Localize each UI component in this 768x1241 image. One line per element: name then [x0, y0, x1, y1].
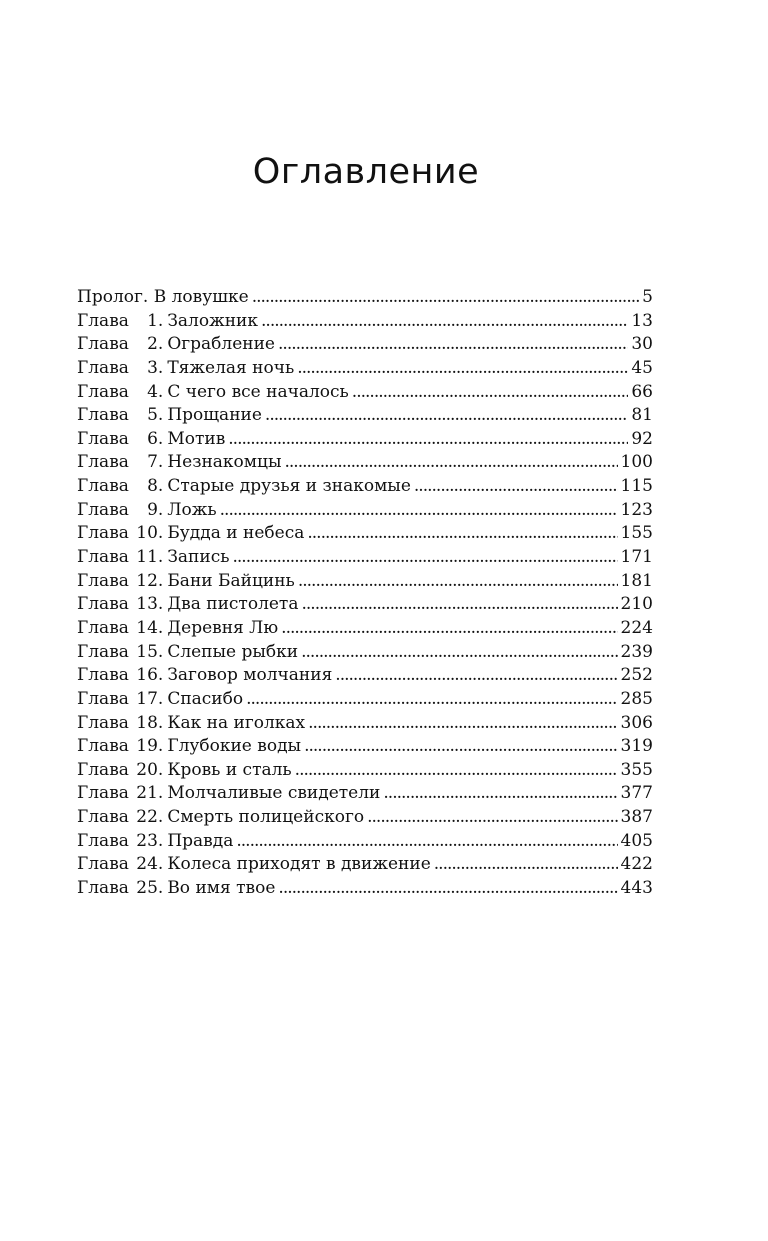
toc-entry-label — [77, 759, 292, 783]
chapter-word: Глава — [77, 712, 129, 733]
number-separator: . — [157, 499, 164, 520]
toc-entry — [77, 310, 653, 334]
dot-leader — [228, 428, 628, 452]
dot-leader — [301, 593, 617, 617]
toc-entry — [77, 357, 653, 381]
toc-page-number: 45 — [631, 357, 653, 378]
chapter-title: Правда — [167, 830, 234, 851]
chapter-word: Глава — [77, 665, 129, 686]
chapter-number: 9 — [147, 499, 158, 520]
toc-entry — [77, 546, 653, 570]
chapter-word: Глава — [77, 807, 129, 828]
chapter-title: Будда и небеса — [167, 523, 305, 544]
chapter-number: 7 — [147, 452, 158, 473]
chapter-number: 14 — [136, 617, 158, 638]
dot-leader — [297, 357, 628, 381]
toc-entry-label — [77, 782, 380, 806]
chapter-title: Спасибо — [167, 688, 244, 709]
chapter-word: Глава — [77, 523, 129, 544]
dot-leader — [278, 333, 628, 357]
chapter-number: 4 — [147, 381, 158, 402]
dot-leader — [236, 830, 617, 854]
dot-leader — [281, 617, 617, 641]
chapter-word: Глава — [77, 641, 129, 662]
chapter-word: Глава — [77, 594, 129, 615]
toc-entry-label — [77, 641, 298, 665]
chapter-number: 11 — [136, 547, 158, 568]
chapter-number: 24 — [136, 854, 158, 875]
number-separator: . — [157, 405, 164, 426]
toc-entry-label — [77, 688, 243, 712]
chapter-number: 19 — [136, 736, 158, 757]
number-separator: . — [157, 452, 164, 473]
number-separator: . — [157, 854, 164, 875]
chapter-number: 15 — [136, 641, 158, 662]
toc-entry-label — [77, 522, 304, 546]
chapter-word: Глава — [77, 499, 129, 520]
dot-leader — [383, 782, 617, 806]
number-separator: . — [157, 570, 164, 591]
toc-entry-label — [77, 428, 225, 452]
chapter-number: 1 — [147, 310, 158, 331]
number-separator: . — [157, 665, 164, 686]
chapter-title: Старые друзья и знакомые — [167, 476, 411, 497]
number-separator: . — [157, 428, 164, 449]
chapter-number: 13 — [136, 594, 158, 615]
toc-page-number: 30 — [631, 334, 653, 355]
toc-entry-label — [77, 617, 278, 641]
chapter-word: Глава — [77, 310, 129, 331]
number-separator: . — [157, 310, 164, 331]
dot-leader — [252, 286, 639, 310]
number-separator: . — [157, 783, 164, 804]
toc-entry — [77, 499, 653, 523]
chapter-number: 20 — [136, 759, 158, 780]
toc-page-number: 181 — [620, 570, 653, 591]
chapter-title: Слепые рыбки — [167, 641, 299, 662]
chapter-word: Глава — [77, 405, 129, 426]
toc-entry — [77, 593, 653, 617]
toc-page-number: 306 — [620, 712, 653, 733]
chapter-title: Колеса приходят в движение — [167, 854, 431, 875]
toc-entry — [77, 664, 653, 688]
chapter-number: 23 — [136, 830, 158, 851]
chapter-title: Незнакомцы — [167, 452, 282, 473]
toc-page-number: 422 — [620, 854, 653, 875]
toc-entry-label — [77, 357, 294, 381]
toc-entry — [77, 782, 653, 806]
chapter-title: С чего все началось — [167, 381, 349, 402]
toc-entry-label — [77, 546, 229, 570]
toc-entry-label — [77, 570, 295, 594]
toc-page-number: 443 — [620, 878, 653, 899]
page-title: Оглавление — [252, 152, 480, 192]
dot-leader — [307, 522, 617, 546]
chapter-word: Глава — [77, 334, 129, 355]
toc-page-number: 285 — [620, 688, 653, 709]
dot-leader — [367, 806, 617, 830]
toc-page-number: 171 — [620, 547, 653, 568]
toc-page-number: 210 — [620, 594, 653, 615]
toc-entry — [77, 735, 653, 759]
chapter-number: 3 — [147, 357, 158, 378]
toc-entry-label — [77, 712, 305, 736]
chapter-title: Молчаливые свидетели — [167, 783, 381, 804]
toc-page-number: 66 — [631, 381, 653, 402]
chapter-number: 16 — [136, 665, 158, 686]
dot-leader — [298, 570, 618, 594]
dot-leader — [295, 759, 618, 783]
number-separator: . — [157, 878, 164, 899]
chapter-title: Как на иголках — [167, 712, 306, 733]
chapter-word: Глава — [77, 476, 129, 497]
toc-entry — [77, 830, 653, 854]
chapter-title: Два пистолета — [167, 594, 299, 615]
number-separator: . — [157, 688, 164, 709]
toc-entry — [77, 475, 653, 499]
toc-page-number: 92 — [631, 428, 653, 449]
chapter-word: Глава — [77, 736, 129, 757]
toc-entry-label — [77, 593, 298, 617]
chapter-number: 25 — [136, 878, 158, 899]
chapter-title: Ограбление — [167, 334, 275, 355]
chapter-title: Заложник — [167, 310, 258, 331]
toc-entry — [77, 617, 653, 641]
chapter-number: 10 — [136, 523, 158, 544]
toc-page-number: 252 — [620, 665, 653, 686]
toc-page-number: 405 — [620, 830, 653, 851]
toc-page-number: 123 — [620, 499, 653, 520]
toc-page-number: 5 — [642, 287, 653, 307]
chapter-word: Глава — [77, 759, 129, 780]
dot-leader — [352, 381, 629, 405]
chapter-title: Прощание — [167, 405, 262, 426]
chapter-title: Мотив — [167, 428, 226, 449]
dot-leader — [335, 664, 617, 688]
number-separator: . — [157, 759, 164, 780]
toc-page-number: 115 — [620, 476, 653, 497]
toc-entry-label — [77, 735, 301, 759]
toc-page-number: 81 — [631, 405, 653, 426]
chapter-number: 5 — [147, 405, 158, 426]
dot-leader — [414, 475, 618, 499]
toc-entry — [77, 428, 653, 452]
number-separator: . — [157, 476, 164, 497]
chapter-title: Глубокие воды — [167, 736, 302, 757]
table-of-contents — [77, 286, 653, 901]
chapter-word: Глава — [77, 688, 129, 709]
toc-page-number: 224 — [620, 617, 653, 638]
number-separator: . — [157, 547, 164, 568]
chapter-word: Глава — [77, 830, 129, 851]
chapter-title: Заговор молчания — [167, 665, 333, 686]
toc-entry-label — [77, 310, 258, 334]
toc-entry-label — [77, 664, 332, 688]
chapter-title: Ложь — [167, 499, 217, 520]
chapter-number: 18 — [136, 712, 158, 733]
toc-entry-label — [77, 806, 364, 830]
dot-leader — [304, 735, 617, 759]
chapter-title: Тяжелая ночь — [167, 357, 295, 378]
toc-entry — [77, 759, 653, 783]
toc-entry — [77, 570, 653, 594]
toc-page-number: 13 — [631, 310, 653, 331]
toc-entry — [77, 641, 653, 665]
number-separator: . — [157, 712, 164, 733]
number-separator: . — [157, 523, 164, 544]
dot-leader — [284, 451, 617, 475]
toc-entry — [77, 333, 653, 357]
toc-entry — [77, 404, 653, 428]
chapter-word: Глава — [77, 878, 129, 899]
toc-entry-label: Пролог. В ловушке — [77, 287, 249, 307]
toc-page-number: 377 — [620, 783, 653, 804]
number-separator: . — [157, 617, 164, 638]
chapter-number: 2 — [147, 334, 158, 355]
toc-page-number: 155 — [620, 523, 653, 544]
toc-entry — [77, 381, 653, 405]
chapter-title: Во имя твое — [167, 878, 276, 899]
toc-entry-label — [77, 475, 411, 499]
toc-entry-label — [77, 451, 281, 475]
toc-page-number: 319 — [620, 736, 653, 757]
chapter-word: Глава — [77, 428, 129, 449]
chapter-word: Глава — [77, 783, 129, 804]
toc-entry-label — [77, 830, 233, 854]
number-separator: . — [157, 381, 164, 402]
chapter-number: 8 — [147, 476, 158, 497]
chapter-number: 17 — [136, 688, 158, 709]
chapter-word: Глава — [77, 357, 129, 378]
chapter-word: Глава — [77, 547, 129, 568]
number-separator: . — [157, 334, 164, 355]
toc-entry-label — [77, 877, 275, 901]
chapter-number: 12 — [136, 570, 158, 591]
toc-entry — [77, 853, 653, 877]
toc-page-number: 100 — [620, 452, 653, 473]
toc-entry — [77, 877, 653, 901]
toc-entry-label — [77, 381, 349, 405]
chapter-word: Глава — [77, 452, 129, 473]
toc-entry — [77, 451, 653, 475]
chapter-word: Глава — [77, 854, 129, 875]
dot-leader — [308, 712, 617, 736]
toc-entry — [77, 522, 653, 546]
chapter-number: 22 — [136, 807, 158, 828]
number-separator: . — [157, 357, 164, 378]
toc-entry-prologue — [77, 286, 653, 310]
toc-entry-label — [77, 333, 275, 357]
number-separator: . — [157, 736, 164, 757]
chapter-title: Бани Байцинь — [167, 570, 295, 591]
toc-entry-label — [77, 499, 217, 523]
dot-leader — [265, 404, 628, 428]
toc-entry-label — [77, 404, 262, 428]
chapter-word: Глава — [77, 381, 129, 402]
chapter-title: Кровь и сталь — [167, 759, 292, 780]
chapter-number: 6 — [147, 428, 158, 449]
chapter-word: Глава — [77, 617, 129, 638]
chapter-number: 21 — [136, 783, 158, 804]
chapter-title: Запись — [167, 547, 230, 568]
chapter-title: Деревня Лю — [167, 617, 279, 638]
toc-page-number: 239 — [620, 641, 653, 662]
number-separator: . — [157, 641, 164, 662]
dot-leader — [232, 546, 617, 570]
number-separator: . — [157, 594, 164, 615]
dot-leader — [434, 853, 618, 877]
toc-entry — [77, 712, 653, 736]
toc-entry-label — [77, 853, 431, 877]
dot-leader — [261, 310, 628, 334]
toc-entry — [77, 806, 653, 830]
toc-page-number: 387 — [620, 807, 653, 828]
dot-leader — [278, 877, 617, 901]
dot-leader — [220, 499, 618, 523]
toc-page-number: 355 — [620, 759, 653, 780]
chapter-title: Смерть полицейского — [167, 807, 365, 828]
number-separator: . — [157, 807, 164, 828]
dot-leader — [301, 641, 617, 665]
number-separator: . — [157, 830, 164, 851]
toc-entry — [77, 688, 653, 712]
dot-leader — [246, 688, 617, 712]
chapter-word: Глава — [77, 570, 129, 591]
